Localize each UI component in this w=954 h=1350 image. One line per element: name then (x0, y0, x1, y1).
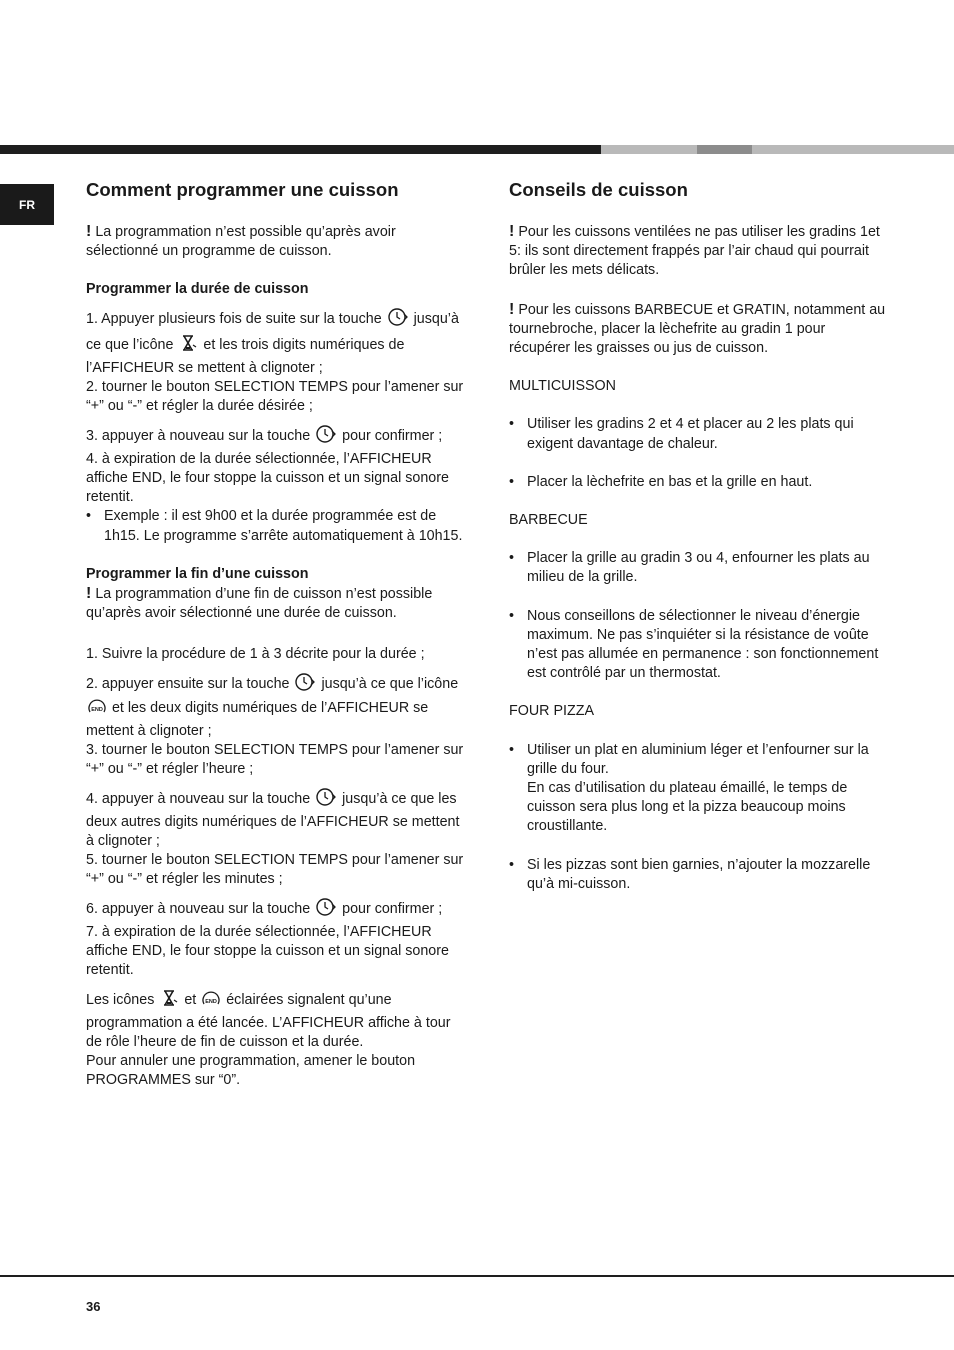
right-column (509, 178, 889, 894)
clock-button-icon (294, 672, 316, 698)
heading-multicuisson: MULTICUISSON (509, 378, 616, 395)
footer-rule (0, 1275, 954, 1277)
subheading-end-time: Programmer la fin d’une cuisson (86, 565, 309, 582)
clock-button-icon (315, 897, 337, 923)
cancel-instruction: Pour annuler une programmation, amener le bouton PROGRAMMES sur “0”. (86, 1053, 416, 1089)
heading-barbecue: BARBECUE (509, 512, 588, 529)
active-icons-note: Les icônes et END éclairées signalent qu’une programmation a été lancée. L’AFFICHEUR affiche à tour de rôle l’heure de fin de cuisson et la durée. (86, 988, 464, 1053)
subheading-duration: Programmer la durée de cuisson (86, 281, 309, 298)
barbecue-tip-2: • Nous conseillons de sélectionner le niveau d’énergie maximum. Ne pas s’inquiéter si la résistance de voûte n’est pas allumée en permanence : son fonctionnement est contrôlé par un thermostat. (509, 607, 889, 684)
warning-mark-icon: ! (86, 585, 92, 603)
svg-text:END: END (205, 998, 218, 1005)
multicuisson-tip-1: • Utiliser les gradins 2 et 4 et placer au 2 les plats qui exigent davantage de chaleur. (509, 415, 889, 453)
end-time-intro-note: ! La programmation d’une fin de cuisson n’est possible qu’après avoir sélectionné une durée de cuisson. (86, 585, 433, 622)
end-time-step-3: 3. tourner le bouton SELECTION TEMPS pour l’amener sur “+” ou “-” et régler l’heure ; (86, 742, 464, 778)
warning-mark-icon: ! (509, 223, 515, 240)
warning-mark-icon: ! (86, 223, 92, 240)
duration-step-3: 3. appuyer à nouveau sur la touche pour confirmer ; (86, 424, 464, 450)
duration-step-1: 1. Appuyer plusieurs fois de suite sur la touche jusqu’à ce que l’icône et les trois digits numériques de l’AFFICHEUR se mettent à clignoter ; (86, 307, 464, 379)
duration-step-4: 4. à expiration de la durée sélectionnée, l’AFFICHEUR affiche END, le four stoppe la cuisson et un signal sonore retentit. (86, 450, 449, 506)
duration-step-2: 2. tourner le bouton SELECTION TEMPS pour l’amener sur “+” ou “-” et régler la durée désirée ; (86, 379, 464, 415)
end-time-step-1: 1. Suivre la procédure de 1 à 3 décrite pour la durée ; (86, 646, 425, 663)
duration-example: • Exemple : il est 9h00 et la durée programmée est de 1h15. Le programme s’arrête automatiquement à 10h15. (86, 507, 464, 545)
warning-mark-icon: ! (509, 300, 515, 318)
multicuisson-tip-2: • Placer la lèchefrite en bas et la grille en haut. (509, 473, 889, 492)
end-time-icon (201, 990, 221, 1014)
header-color-bar (0, 145, 954, 154)
hourglass-duration-icon (159, 988, 179, 1014)
programming-intro-note: ! La programmation n’est possible qu’après avoir sélectionné un programme de cuisson. (86, 223, 396, 260)
end-time-icon (87, 698, 107, 722)
header-bar-mid-segment (697, 145, 752, 154)
end-time-step-5: 5. tourner le bouton SELECTION TEMPS pour l’amener sur “+” ou “-” et régler les minutes ; (86, 852, 464, 888)
tip-ventilated-note: ! Pour les cuissons ventilées ne pas utiliser les gradins 1et 5: ils sont directement frappés par l’air chaud qui pourrait brûler les mets délicats. (509, 223, 880, 279)
clock-button-icon (315, 424, 337, 450)
svg-text:END: END (91, 706, 103, 713)
left-column (86, 178, 464, 1091)
pizza-tip-1: • Utiliser un plat en aluminium léger et l’enfourner sur la grille du four. En cas d’utilisation du plateau émaillé, le temps de cuisson sera plus long et la pizza beaucoup moins croustillante. (509, 741, 889, 837)
clock-button-icon (387, 307, 409, 333)
end-time-step-7: 7. à expiration de la durée sélectionnée, l’AFFICHEUR affiche END, le four stoppe la cuisson et un signal sonore retentit. (86, 923, 449, 979)
hourglass-duration-icon (178, 333, 198, 359)
end-time-step-2: 2. appuyer ensuite sur la touche jusqu’à ce que l’icône END et les deux digits numériques de l’AFFICHEUR se mettent à clignoter ; (86, 672, 464, 742)
heading-four-pizza: FOUR PIZZA (509, 703, 594, 720)
header-bar-dark-segment (0, 145, 601, 154)
section-title-programming: Comment programmer une cuisson (86, 179, 399, 200)
language-tab: FR (0, 184, 54, 225)
pizza-tip-2: • Si les pizzas sont bien garnies, n’ajouter la mozzarelle qu’à mi-cuisson. (509, 856, 889, 894)
header-bar-light-segment-right (752, 145, 954, 154)
tip-barbecue-gratin-note: ! Pour les cuissons BARBECUE et GRATIN, notamment au tournebroche, placer la lèchefrite au gradin 1 pour récupérer les graisses ou jus de cuisson. (509, 300, 886, 357)
section-title-cooking-tips: Conseils de cuisson (509, 179, 688, 200)
page-number: 36 (86, 1299, 101, 1314)
barbecue-tip-1: • Placer la grille au gradin 3 ou 4, enfourner les plats au milieu de la grille. (509, 549, 889, 587)
clock-button-icon (315, 787, 337, 813)
header-bar-light-segment (601, 145, 697, 154)
end-time-step-6: 6. appuyer à nouveau sur la touche pour confirmer ; (86, 897, 464, 923)
end-time-step-4: 4. appuyer à nouveau sur la touche jusqu’à ce que les deux autres digits numériques de l’AFFICHEUR se mettent à clignoter ; (86, 787, 464, 852)
